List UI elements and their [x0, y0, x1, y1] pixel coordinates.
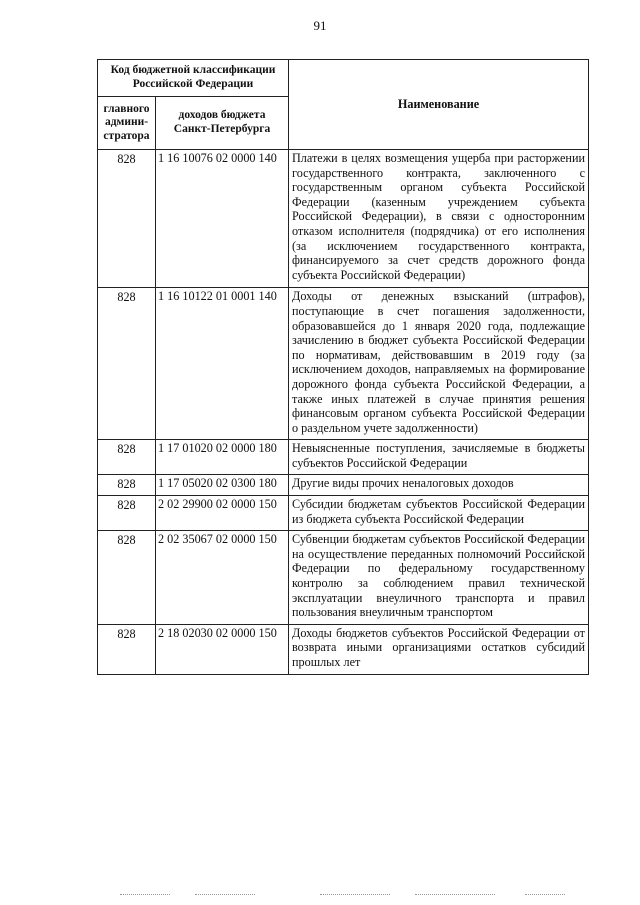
budget-code-cell: 2 02 35067 02 0000 150	[156, 531, 289, 625]
admin-code-cell: 828	[98, 624, 156, 674]
header-classification-code: Код бюджетной классификации Российской Федерации	[98, 60, 289, 97]
budget-code-cell: 1 16 10122 01 0001 140	[156, 288, 289, 440]
table-row	[98, 475, 589, 496]
budget-code-cell: 1 16 10076 02 0000 140	[156, 150, 289, 288]
table-row	[98, 496, 589, 531]
table-row	[98, 531, 589, 625]
budget-code-cell: 1 17 01020 02 0000 180	[156, 440, 289, 475]
name-cell: Платежи в целях возмещения ущерба при расторжении государственного контракта, заключенного с государственным органом субъекта Российской Федерации (казенным учреждением субъекта Российской Федерации), в связи с односторонним отказом исполнителя (подрядчика) от его исполнения (за исключением государственного контракта, финансируемого за счет средств дорожного фонда субъекта Российской Федерации)	[289, 150, 589, 288]
name-cell: Невыясненные поступления, зачисляемые в бюджеты субъектов Российской Федерации	[289, 440, 589, 475]
page-number: 91	[313, 18, 327, 33]
table-row	[98, 624, 589, 674]
budget-classification-table	[97, 59, 589, 675]
admin-code-cell: 828	[98, 475, 156, 496]
budget-code-cell: 2 18 02030 02 0000 150	[156, 624, 289, 674]
header-name: Наименование	[289, 60, 589, 150]
name-cell: Доходы от денежных взысканий (штрафов), поступающие в счет погашения задолженности, образовавшейся до 1 января 2020 года, подлежащие зачислению в бюджет субъекта Российской Федерации по нормативам, действовавшим в 2019 году (за исключением доходов, направляемых на формирование дорожного фонда субъекта Российской Федерации, а также иных платежей в случае принятия решения финансовым органом субъекта Российской Федерации о раздельном учете задолженности)	[289, 288, 589, 440]
name-cell: Доходы бюджетов субъектов Российской Федерации от возврата иными организациями остатков субсидий прошлых лет	[289, 624, 589, 674]
name-cell: Субсидии бюджетам субъектов Российской Федерации из бюджета субъекта Российской Федерации	[289, 496, 589, 531]
table-row	[98, 150, 589, 288]
header-chief-administrator: главного админи-стратора	[98, 97, 156, 150]
table-row	[98, 440, 589, 475]
admin-code-cell: 828	[98, 496, 156, 531]
table-header-row	[98, 60, 589, 97]
admin-code-cell: 828	[98, 531, 156, 625]
admin-code-cell: 828	[98, 288, 156, 440]
admin-code-cell: 828	[98, 440, 156, 475]
budget-code-cell: 1 17 05020 02 0300 180	[156, 475, 289, 496]
budget-code-cell: 2 02 29900 02 0000 150	[156, 496, 289, 531]
footer-scan-artifact	[0, 890, 640, 900]
name-cell: Другие виды прочих неналоговых доходов	[289, 475, 589, 496]
table-row	[98, 288, 589, 440]
header-spb-revenue: доходов бюджета Санкт-Петербурга	[156, 97, 289, 150]
name-cell: Субвенции бюджетам субъектов Российской Федерации на осуществление переданных полномочий Российской Федерации по федеральному государственному контролю за соблюдением правил технической эксплуатации внеуличного транспорта и правил пользования внеуличным транспортом	[289, 531, 589, 625]
admin-code-cell: 828	[98, 150, 156, 288]
